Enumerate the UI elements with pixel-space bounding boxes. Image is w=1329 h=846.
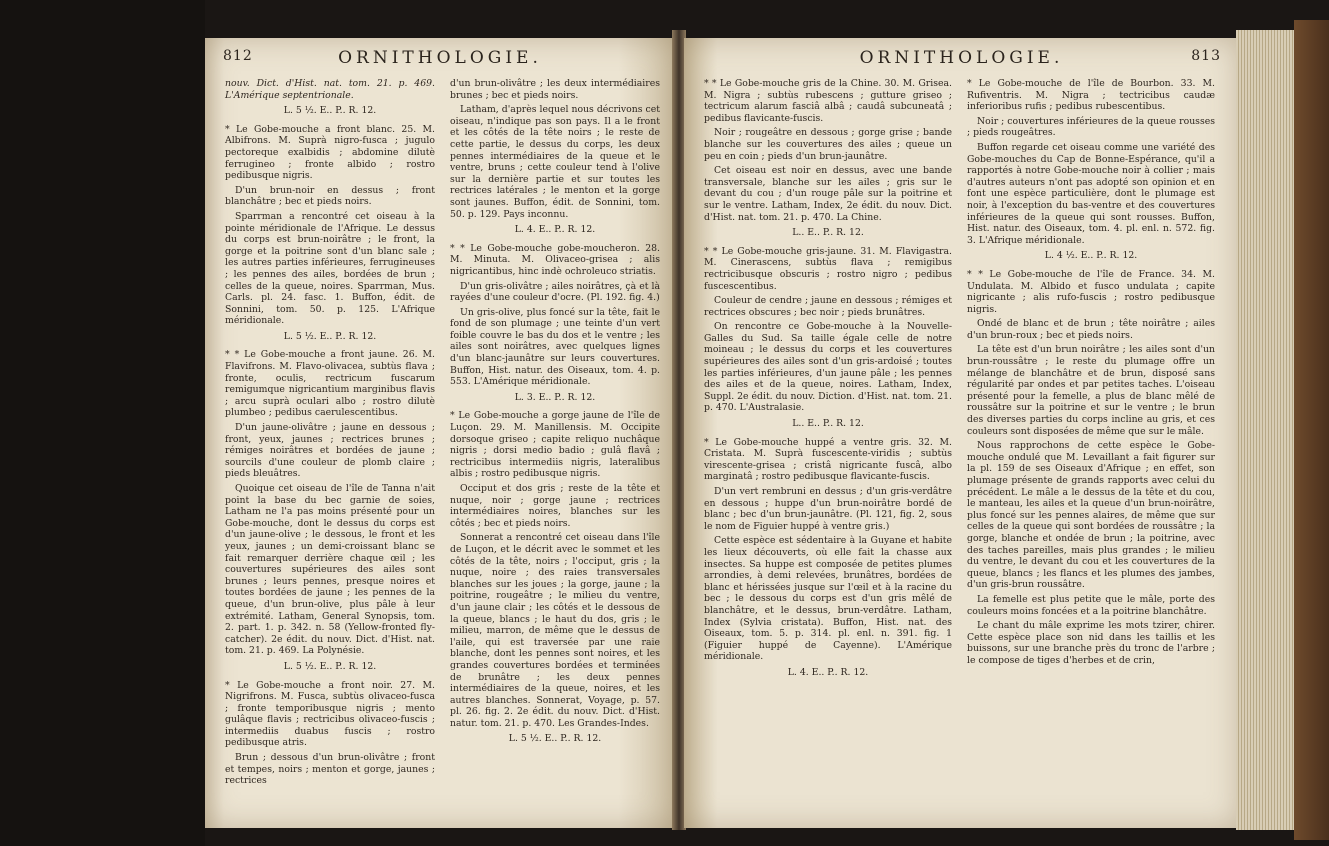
right-column-2: [967, 78, 1215, 670]
paragraph: D'un jaune-olivâtre ; jaune en dessous ; front, yeux, jaunes ; rectrices brunes ; rémiges noirâtres et bordées de jaune ; sourcils d'une couleur de plomb claire ; pieds bleuâtres.: [225, 422, 435, 480]
paragraph: Couleur de cendre ; jaune en dessous ; rémiges et rectrices obscures ; bec noir ; pieds brunâtres.: [704, 295, 952, 318]
paragraph: Noir ; couvertures inférieures de la queue rousses ; pieds rougeâtres.: [967, 115, 1215, 139]
left-column-2: [450, 78, 660, 752]
right-column-1: [704, 78, 952, 686]
paragraph: Brun ; dessous d'un brun-olivâtre ; front et tempes, noirs ; menton et gorge, jaunes ; rectrices: [225, 752, 435, 787]
paragraph: Latham, d'après lequel nous décrivons cet oiseau, n'indique pas son pays. Il a le front et les côtés de la tête noirs ; le reste de cette partie, le dessus du corps, les deux pennes intermédiaires de la queue et le ventre, bruns ; cette couleur tend à l'olive sur la dernière partie et sur toutes les rectrices latérales ; le menton et la gorge sont jaunes. Buffon, édit. de Sonnini, tom. 50. p. 129. Pays inconnu.: [450, 104, 660, 220]
page-number: 812: [223, 48, 253, 64]
species-entry-heading: * * Le Gobe-mouche a front jaune. 26. M. Flavifrons. M. Flavo-olivacea, subtùs flava ; fronte, oculis, rectricum fuscarum remigumque nigricantium marginibus flavis ; arcu suprà oculari albo ; rostro dilutè plumbeo ; pedibus caerulescentibus.: [225, 349, 435, 419]
species-entry-heading: * Le Gobe-mouche de l'île de Bourbon. 33. M. Rufiventris. M. Nigra ; tectricibus caudæ inferioribus rufis ; pedibus rubescentibus.: [967, 78, 1215, 113]
paragraph: d'un brun-olivâtre ; les deux intermédiaires brunes ; bec et pieds noirs.: [450, 78, 660, 101]
measurement-line: L. 4. E.. P.. R. 12.: [787, 666, 869, 678]
paragraph: Un gris-olive, plus foncé sur la tête, fait le fond de son plumage ; une teinte d'un vert foible couvre le bas du dos et le ventre ; les ailes sont noirâtres, avec quelques lignes d'un blanc-jaunâtre sur leurs couvertures. Buffon, Hist. natur. des Oiseaux, tom. 4. p. 553. L'Amérique méridionale.: [450, 306, 660, 388]
reference-continuation: nouv. Dict. d'Hist. nat. tom. 21. p. 469. L'Amérique septentrionale.: [225, 78, 435, 101]
species-entry-heading: * Le Gobe-mouche a front blanc. 25. M. Albifrons. M. Suprà nigro-fusca ; jugulo pectoreque exalbidis ; abdomine dilutè ferrugineo ; fronte albido ; rostro pedibusque nigris.: [225, 123, 435, 182]
species-entry-heading: * Le Gobe-mouche a gorge jaune de l'île de Luçon. 29. M. Manillensis. M. Occipite dorsoque griseo ; capite reliquo nuchâque nigris ; dorsi medio badio ; gulâ flavâ ; rectricibus intermediis nigris, lateralibus albis ; rostro pedibusque nigris.: [450, 410, 660, 480]
paragraph: Buffon regarde cet oiseau comme une variété des Gobe-mouches du Cap de Bonne-Espérance, qu'il a rapportés à notre Gobe-mouche noir à collier ; mais d'autres auteurs n'ont pas adopté son opinion et en font une espèce particulière, dont le plumage est noir, à l'exception du bas-ventre et des couvertures inférieures de la queue qui sont rousses. Buffon, Hist. natur. des Oiseaux, tom. 4. pl. enl. n. 572. fig. 3. L'Afrique méridionale.: [967, 141, 1215, 246]
left-page-header: [223, 48, 657, 76]
paragraph: Cette espèce est sédentaire à la Guyane et habite les lieux découverts, où elle fait la chasse aux insectes. Sa huppe est composée de petites plumes arrondies, à demi relevées, brunâtres, bordées de blanc et hérissées jusque sur l'œil et à la racine du bec ; le dessous du corps est d'un gris mêlé de blanchâtre, et le dessus, brun-verdâtre. Latham, Index (Sylvia cristata). Buffon, Hist. nat. des Oiseaux, tom. 5. p. 314. pl. enl. n. 391. fig. 1 (Figuier huppé de Cayenne). L'Amérique méridionale.: [704, 535, 952, 663]
paragraph: Occiput et dos gris ; reste de la tête et nuque, noir ; gorge jaune ; rectrices intermédiaires noires, blanches sur les côtés ; bec et pieds noirs.: [450, 483, 660, 529]
species-entry-heading: * Le Gobe-mouche a front noir. 27. M. Nigrifrons. M. Fusca, subtùs olivaceo-fusca ; fronte temporibusque nigris ; mento gulâque flavis ; rectricibus olivaceo-fuscis ; intermediis duabus fuscis ; rostro pedibusque atris.: [225, 679, 435, 749]
paragraph: Sonnerat a rencontré cet oiseau dans l'île de Luçon, et le décrit avec le sommet et les côtés de la tête, noirs ; l'occiput, gris ; la nuque, noire ; des raies transversales blanches sur les joues ; la gorge, jaune ; la poitrine, rougeâtre ; le milieu du ventre, d'un jaune clair ; les côtés et le dessous de la queue, blancs ; le haut du dos, gris ; le milieu, marron, de même que le dessus de l'aile, qui est traversée par une raie blanche, dont les pennes sont noires, et les grandes couvertures bordées et terminées de brunâtre ; les deux pennes intermédiaires de la queue, noires, et les autres blanches. Sonnerat, Voyage, p. 57. pl. 26. fig. 2. 2e édit. du nouv. Dict. d'Hist. natur. tom. 21. p. 470. Les Grandes-Indes.: [450, 532, 660, 729]
measurement-line: L. 3. E.. P.. R. 12.: [514, 391, 596, 403]
book-cover-left: [0, 0, 205, 846]
right-page: [684, 38, 1239, 828]
left-column-1: [225, 78, 435, 790]
paragraph: La femelle est plus petite que le mâle, porte des couleurs moins foncées et a la poitrine blanchâtre.: [967, 593, 1215, 617]
measurement-line: L. 4 ½. E.. P.. R. 12.: [1044, 250, 1138, 262]
paragraph: Le chant du mâle exprime les mots tzirer, chirer. Cette espèce place son nid dans les taillis et les buissons, sur une branche près du tronc de l'arbre ; le compose de tiges d'herbes et de crin,: [967, 620, 1215, 666]
measurement-line: L. 5 ½. E.. P.. R. 12.: [283, 105, 377, 117]
paragraph: Cet oiseau est noir en dessus, avec une bande transversale, blanche sur les ailes ; gris sur le devant du cou ; d'un rouge pâle sur la poitrine et sur le ventre. Latham, Index, 2e édit. du nouv. Dict. d'Hist. nat. tom. 21. p. 470. La Chine.: [704, 165, 952, 223]
paragraph: On rencontre ce Gobe-mouche à la Nouvelle-Galles du Sud. Sa taille égale celle de notre moineau ; le dessus du corps et les couvertures supérieures des ailes sont d'un gris-ardoisé ; toutes les parties inférieures, d'un jaune pâle ; les pennes des ailes et de la queue, noires. Latham, Index, Suppl. 2e édit. du nouv. Diction. d'Hist. nat. tom. 21. p. 470. L'Australasie.: [704, 321, 952, 414]
species-entry-heading: * * Le Gobe-mouche gris de la Chine. 30. M. Grisea. M. Nigra ; subtùs rubescens ; gutture griseo ; tectricum alarum fasciâ albâ ; caudâ subcuneatâ ; pedibus flavicante-fuscis.: [704, 78, 952, 124]
species-entry-heading: * Le Gobe-mouche huppé a ventre gris. 32. M. Cristata. M. Suprà fuscescente-viridis ; subtùs virescente-grisea ; cristâ nigricante fuscâ, albo marginatâ ; rostro pedibusque flavicante-fuscis.: [704, 436, 952, 483]
measurement-line: L.. E.. P.. R. 12.: [792, 227, 864, 239]
left-page: [205, 38, 675, 828]
paragraph: D'un gris-olivâtre ; ailes noirâtres, çà et là rayées d'une couleur d'ocre. (Pl. 192. fig. 4.): [450, 280, 660, 304]
species-entry-heading: * * Le Gobe-mouche gris-jaune. 31. M. Flavigastra. M. Cinerascens, subtùs flava ; remigibus rectricibusque obscuris ; rostro nigro ; pedibus fuscescentibus.: [704, 245, 952, 292]
page-edges: [1236, 30, 1294, 830]
paragraph: Noir ; rougeâtre en dessous ; gorge grise ; bande blanche sur les couvertures des ailes ; queue un peu en coin ; pieds d'un brun-jaunâtre.: [704, 127, 952, 162]
species-entry-heading: * * Le Gobe-mouche gobe-moucheron. 28. M. Minuta. M. Olivaceo-grisea ; alis nigricantibus, hinc indè ochroleuco striatis.: [450, 242, 660, 277]
paragraph: Ondé de blanc et de brun ; tête noirâtre ; ailes d'un brun-roux ; bec et pieds noirs.: [967, 318, 1215, 341]
running-head: ORNITHOLOGIE.: [859, 48, 1064, 68]
measurement-line: L. 5 ½. E.. P.. R. 12.: [508, 733, 602, 745]
paragraph: D'un brun-noir en dessus ; front blanchâtre ; bec et pieds noirs.: [225, 184, 435, 208]
measurement-line: L. 4. E.. P.. R. 12.: [514, 224, 596, 236]
running-head: ORNITHOLOGIE.: [338, 48, 542, 68]
paragraph: D'un vert rembruni en dessus ; d'un gris-verdâtre en dessous ; huppe d'un brun-noirâtre bordé de blanc ; bec d'un brun-jaunâtre. (Pl. 121, fig. 2, sous le nom de Figuier huppé à ventre gris.): [704, 486, 952, 532]
paragraph: Sparrman a rencontré cet oiseau à la pointe méridionale de l'Afrique. Le dessus du corps est brun-noirâtre ; le front, la gorge et la poitrine sont d'un blanc sale ; les autres parties inférieures, ferrugineuses ; les pennes des ailes, bordées de brun ; celles de la queue, noires. Sparrman, Mus. Carls. pl. 24. fasc. 1. Buffon, édit. de Sonnini, tom. 50. p. 125. L'Afrique méridionale.: [225, 210, 435, 327]
paragraph: Nous rapprochons de cette espèce le Gobe-mouche ondulé que M. Levaillant a fait figurer sur la pl. 159 de ses Oiseaux d'Afrique ; en effet, son plumage présente de grands rapports avec celui du précédent. Le mâle a le dessus de la tête et du cou, le manteau, les ailes et la queue d'un brun-noirâtre, plus foncé sur les pennes alaires, de même que sur celles de la queue qui sont bordées de roussâtre ; la gorge, blanche et ondée de brun ; la poitrine, avec des taches pareilles, mais plus grandes ; le milieu du ventre, le devant du cou et les couvertures de la queue, blancs ; les flancs et les plumes des jambes, d'un gris-brun roussâtre.: [967, 440, 1215, 591]
measurement-line: L. 5 ½. E.. P.. R. 12.: [283, 660, 377, 672]
species-entry-heading: * * Le Gobe-mouche de l'île de France. 34. M. Undulata. M. Albido et fusco undulata ; capite nigricante ; alis rufo-fuscis ; rostro pedibusque nigris.: [967, 268, 1215, 315]
paragraph: La tête est d'un brun noirâtre ; les ailes sont d'un brun-roussâtre ; le reste du plumage offre un mélange de blanchâtre et de brun, disposé sans régularité par ondes et par petites taches. L'oiseau présenté pour la femelle, a plus de blanc mêlé de roussâtre sur la poitrine et sur le ventre ; le brun des diverses parties du corps incline au gris, et ces couleurs sont disposées de même que sur le mâle.: [967, 344, 1215, 437]
measurement-line: L. 5 ½. E.. P.. R. 12.: [283, 330, 377, 342]
right-page-header: [702, 48, 1221, 76]
measurement-line: L.. E.. P.. R. 12.: [792, 418, 864, 430]
book-cover-right: [1294, 20, 1329, 840]
page-number: 813: [1191, 48, 1221, 64]
paragraph: Quoique cet oiseau de l'île de Tanna n'ait point la base du bec garnie de soies, Latham ne l'a pas moins présenté pour un Gobe-mouche, dont le dessus du corps est d'un jaune-olive ; le dessous, le front et les yeux, jaunes ; un demi-croissant blanc se fait remarquer derrière chaque œil ; les couvertures supérieures des ailes sont brunes ; leurs pennes, presque noires et toutes bordées de jaune ; les pennes de la queue, d'un brun-olive, plus pâle à leur extrémité. Latham, General Synopsis, tom. 2. part. 1. p. 342. n. 58 (Yellow-fronted fly-catcher). 2e édit. du nouv. Dict. d'Hist. nat. tom. 21. p. 469. La Polynésie.: [225, 483, 435, 657]
